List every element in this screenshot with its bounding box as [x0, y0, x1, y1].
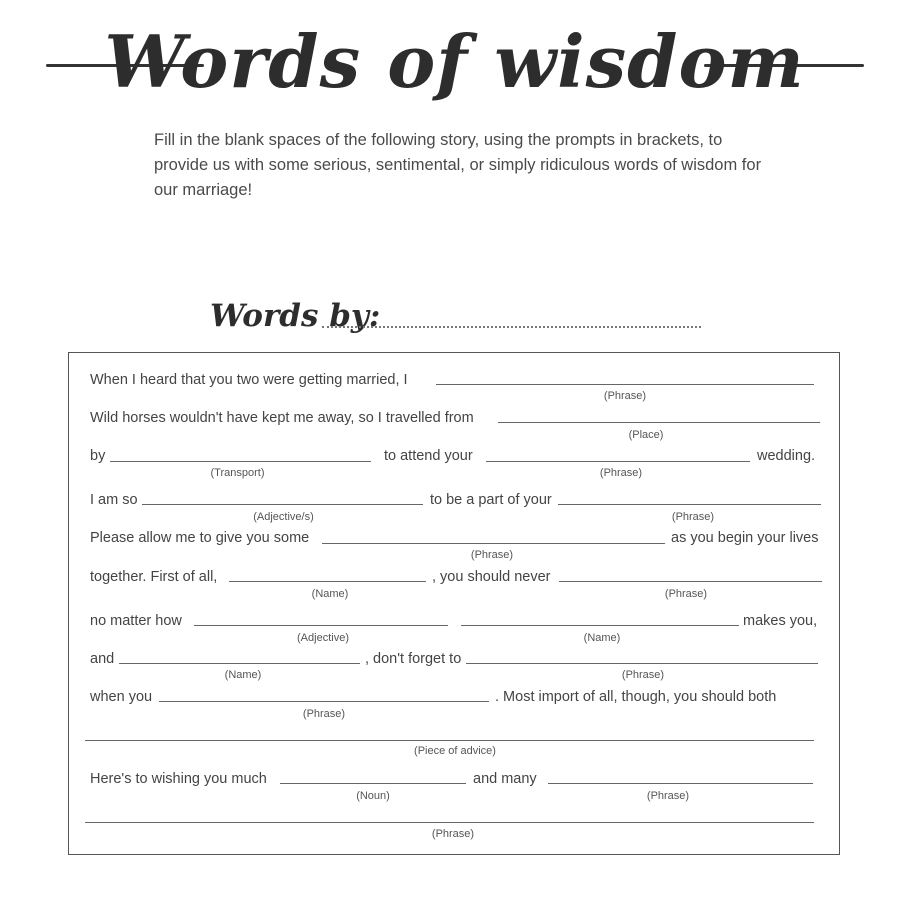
prompt-line-7-name: (Name)	[583, 632, 621, 644]
blank-line-3-phrase[interactable]	[486, 461, 750, 462]
blank-line-7-name[interactable]	[461, 625, 739, 626]
story-line-6-text-a: together. First of all,	[90, 569, 218, 585]
story-line-4-text-b: to be a part of your	[430, 492, 552, 508]
prompt-line-6-phrase: (Phrase)	[664, 588, 708, 600]
blank-line-4-phrase[interactable]	[558, 504, 821, 505]
story-line-8-text-b: , don't forget to	[365, 651, 462, 667]
blank-line-2-place[interactable]	[498, 422, 820, 423]
prompt-line-1-phrase: (Phrase)	[603, 390, 647, 402]
prompt-line-3-phrase: (Phrase)	[599, 467, 643, 479]
blank-line-12-phrase[interactable]	[85, 822, 814, 823]
story-line-3-text-c: wedding.	[757, 448, 816, 464]
story-line-5-text-a: Please allow me to give you some	[90, 530, 310, 546]
story-line-7-text-b: makes you,	[743, 613, 818, 629]
story-line-11-text-a: Here's to wishing you much	[90, 771, 267, 787]
story-line-3-text-a: by	[90, 448, 106, 464]
prompt-line-11-noun: (Noun)	[356, 790, 390, 802]
blank-line-5-phrase[interactable]	[322, 543, 665, 544]
story-line-4-text-a: I am so	[90, 492, 138, 508]
story-line-5-text-b: as you begin your lives	[671, 530, 819, 546]
prompt-line-10-advice: (Piece of advice)	[414, 745, 496, 757]
prompt-line-7-adjective: (Adjective)	[297, 632, 349, 644]
prompt-line-3-transport: (Transport)	[210, 467, 265, 479]
story-line-11-text-b: and many	[473, 771, 537, 787]
byline-label: Words by:	[210, 298, 381, 334]
page-title: Words of wisdom	[104, 19, 805, 104]
blank-line-6-name[interactable]	[229, 581, 426, 582]
blank-line-8-name[interactable]	[119, 663, 360, 664]
prompt-line-12-phrase: (Phrase)	[431, 828, 475, 840]
prompt-line-6-name: (Name)	[311, 588, 349, 600]
prompt-line-8-phrase: (Phrase)	[621, 669, 665, 681]
blank-line-1-phrase[interactable]	[436, 384, 814, 385]
story-line-7-text-a: no matter how	[90, 613, 182, 629]
prompt-line-11-phrase: (Phrase)	[646, 790, 690, 802]
blank-line-11-phrase[interactable]	[548, 783, 813, 784]
story-line-9-text-b: . Most import of all, though, you should both	[495, 689, 777, 705]
story-line-3-text-b: to attend your	[384, 448, 473, 464]
blank-line-8-phrase[interactable]	[466, 663, 818, 664]
prompt-line-2-place: (Place)	[628, 429, 664, 441]
blank-line-7-adjective[interactable]	[194, 625, 448, 626]
story-line-6-text-b: , you should never	[432, 569, 551, 585]
prompt-line-9-phrase: (Phrase)	[302, 708, 346, 720]
story-line-9-text-a: when you	[90, 689, 153, 705]
story-line-1-text: When I heard that you two were getting married, I	[90, 372, 408, 388]
blank-line-3-transport[interactable]	[110, 461, 371, 462]
prompt-line-4-adjectives: (Adjective/s)	[253, 511, 314, 523]
blank-line-9-phrase[interactable]	[159, 701, 489, 702]
prompt-line-5-phrase: (Phrase)	[470, 549, 514, 561]
byline-input-line[interactable]	[322, 326, 701, 328]
blank-line-11-noun[interactable]	[280, 783, 466, 784]
story-line-2-text: Wild horses wouldn't have kept me away, so I travelled from	[90, 410, 474, 426]
prompt-line-8-name: (Name)	[224, 669, 262, 681]
intro-text: Fill in the blank spaces of the following story, using the prompts in brackets, to provide us with some serious, sentimental, or simply ridiculous words of wisdom for our marriage!	[154, 131, 762, 199]
story-line-8-text-a: and	[90, 651, 115, 667]
blank-line-4-adjective[interactable]	[142, 504, 423, 505]
prompt-line-4-phrase: (Phrase)	[671, 511, 715, 523]
blank-line-10-advice[interactable]	[85, 740, 814, 741]
blank-line-6-phrase[interactable]	[559, 581, 822, 582]
